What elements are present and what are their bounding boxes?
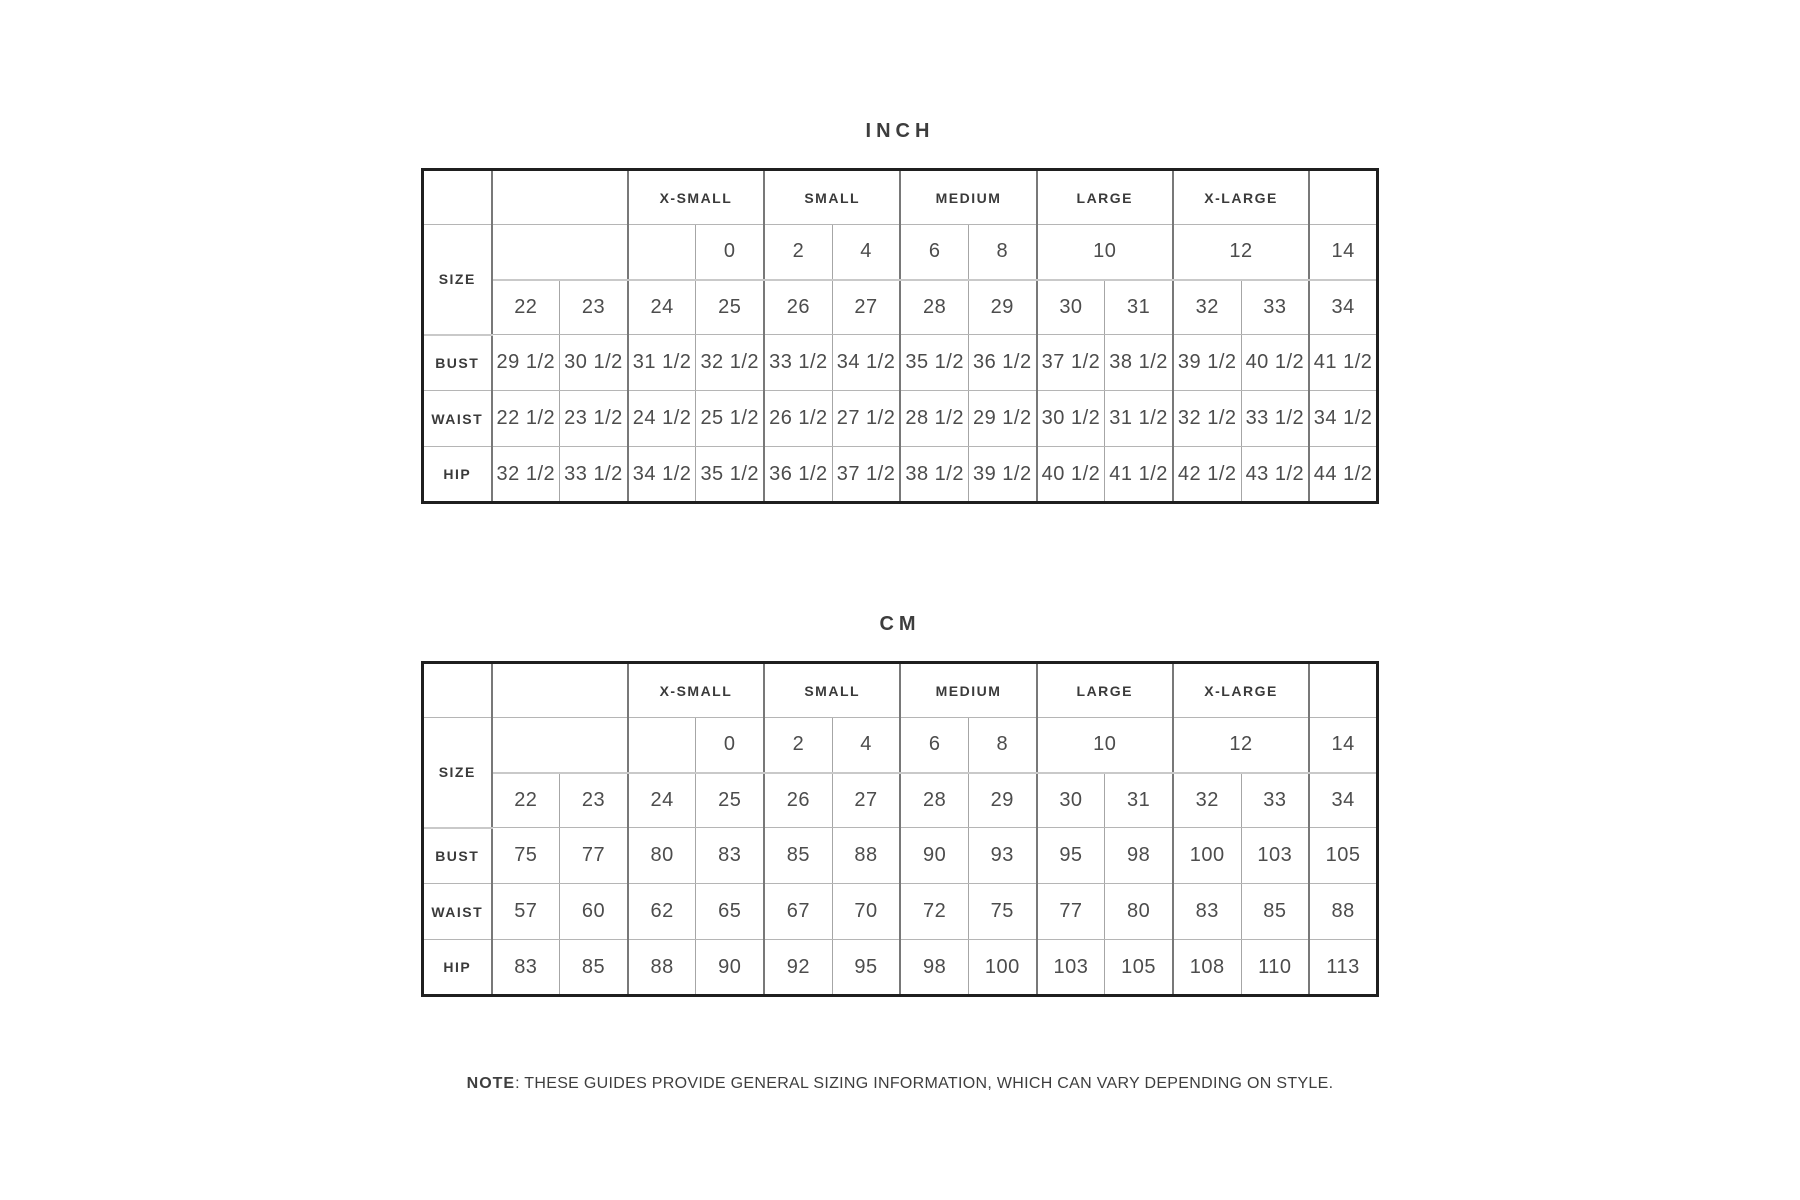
size-cell: 25: [696, 280, 764, 335]
measurement-value-cell: 103: [1037, 940, 1105, 996]
size-cell: 27: [832, 773, 900, 828]
measurement-value-cell: 100: [1173, 828, 1241, 884]
empty-cell: [492, 718, 628, 773]
numeric-size-cell: 6: [900, 225, 968, 280]
measurement-value-cell: 34 1/2: [832, 335, 900, 391]
numeric-size-cell: 0: [696, 225, 764, 280]
inch-table-title: INCH: [865, 120, 935, 142]
empty-cell: [1309, 663, 1377, 718]
numeric-size-cell: 10: [1037, 718, 1173, 773]
measurement-value-cell: 34 1/2: [1309, 391, 1377, 447]
measurement-value-cell: 24 1/2: [628, 391, 696, 447]
empty-cell: [423, 663, 492, 718]
size-cell: 29: [968, 773, 1036, 828]
measurement-value-cell: 28 1/2: [900, 391, 968, 447]
measurement-value-cell: 38 1/2: [900, 447, 968, 503]
size-cell: 25: [696, 773, 764, 828]
size-cell: 22: [492, 773, 560, 828]
category-cell: MEDIUM: [900, 663, 1036, 718]
measurement-value-cell: 85: [560, 940, 628, 996]
measurement-value-cell: 27 1/2: [832, 391, 900, 447]
measurement-value-cell: 34 1/2: [628, 447, 696, 503]
measurement-value-cell: 93: [968, 828, 1036, 884]
measurement-value-cell: 36 1/2: [968, 335, 1036, 391]
measurement-value-cell: 95: [832, 940, 900, 996]
measurement-value-cell: 60: [560, 884, 628, 940]
measurement-value-cell: 88: [628, 940, 696, 996]
empty-cell: [492, 663, 628, 718]
size-label-cell: SIZE: [423, 718, 492, 828]
category-cell: SMALL: [764, 663, 900, 718]
size-cell: 24: [628, 773, 696, 828]
size-cell: 26: [764, 280, 832, 335]
empty-cell: [492, 170, 628, 225]
measurement-value-cell: 35 1/2: [900, 335, 968, 391]
measurement-value-cell: 57: [492, 884, 560, 940]
measurement-value-cell: 77: [1037, 884, 1105, 940]
size-cell: 31: [1105, 773, 1173, 828]
measurement-value-cell: 100: [968, 940, 1036, 996]
measurement-label-cell: HIP: [423, 447, 492, 503]
measurement-value-cell: 32 1/2: [1173, 391, 1241, 447]
numeric-size-cell: 8: [968, 225, 1036, 280]
measurement-value-cell: 40 1/2: [1037, 447, 1105, 503]
size-label-cell: SIZE: [423, 225, 492, 335]
measurement-value-cell: 37 1/2: [832, 447, 900, 503]
inch-section: [0, 0, 1800, 504]
size-cell: 23: [560, 773, 628, 828]
numeric-size-cell: 12: [1173, 718, 1309, 773]
size-cell: 34: [1309, 280, 1377, 335]
size-cell: 33: [1241, 280, 1309, 335]
measurement-value-cell: 40 1/2: [1241, 335, 1309, 391]
category-cell: LARGE: [1037, 663, 1173, 718]
measurement-label-cell: WAIST: [423, 884, 492, 940]
measurement-value-cell: 88: [1309, 884, 1377, 940]
measurement-label-cell: BUST: [423, 335, 492, 391]
measurement-value-cell: 85: [764, 828, 832, 884]
measurement-value-cell: 39 1/2: [968, 447, 1036, 503]
inch-size-table: [421, 168, 1379, 504]
measurement-label-cell: BUST: [423, 828, 492, 884]
measurement-value-cell: 23 1/2: [560, 391, 628, 447]
category-cell: X-LARGE: [1173, 663, 1309, 718]
cm-table-title: CM: [879, 613, 921, 635]
size-cell: 29: [968, 280, 1036, 335]
size-cell: 34: [1309, 773, 1377, 828]
measurement-value-cell: 39 1/2: [1173, 335, 1241, 391]
category-cell: X-LARGE: [1173, 170, 1309, 225]
measurement-value-cell: 80: [1105, 884, 1173, 940]
measurement-value-cell: 36 1/2: [764, 447, 832, 503]
measurement-value-cell: 105: [1105, 940, 1173, 996]
measurement-value-cell: 92: [764, 940, 832, 996]
cm-size-table: [421, 661, 1379, 997]
measurement-value-cell: 41 1/2: [1105, 447, 1173, 503]
numeric-size-cell: 4: [832, 718, 900, 773]
numeric-size-cell: 2: [764, 718, 832, 773]
measurement-value-cell: 110: [1241, 940, 1309, 996]
empty-cell: [1309, 170, 1377, 225]
numeric-size-cell: 0: [696, 718, 764, 773]
empty-cell: [492, 225, 628, 280]
size-cell: 33: [1241, 773, 1309, 828]
numeric-size-cell: 4: [832, 225, 900, 280]
size-cell: 22: [492, 280, 560, 335]
measurement-value-cell: 88: [832, 828, 900, 884]
size-cell: 23: [560, 280, 628, 335]
measurement-value-cell: 108: [1173, 940, 1241, 996]
measurement-value-cell: 33 1/2: [560, 447, 628, 503]
measurement-value-cell: 43 1/2: [1241, 447, 1309, 503]
measurement-value-cell: 98: [1105, 828, 1173, 884]
measurement-value-cell: 29 1/2: [968, 391, 1036, 447]
measurement-value-cell: 37 1/2: [1037, 335, 1105, 391]
size-cell: 28: [900, 280, 968, 335]
empty-cell: [628, 225, 696, 280]
numeric-size-cell: 14: [1309, 718, 1377, 773]
measurement-value-cell: 32 1/2: [696, 335, 764, 391]
measurement-value-cell: 41 1/2: [1309, 335, 1377, 391]
measurement-value-cell: 30 1/2: [560, 335, 628, 391]
measurement-value-cell: 90: [900, 828, 968, 884]
measurement-value-cell: 70: [832, 884, 900, 940]
measurement-value-cell: 75: [968, 884, 1036, 940]
measurement-value-cell: 31 1/2: [628, 335, 696, 391]
note-text: [0, 1074, 1800, 1094]
category-cell: MEDIUM: [900, 170, 1036, 225]
measurement-value-cell: 30 1/2: [1037, 391, 1105, 447]
measurement-value-cell: 80: [628, 828, 696, 884]
measurement-label-cell: WAIST: [423, 391, 492, 447]
category-cell: X-SMALL: [628, 663, 764, 718]
size-cell: 24: [628, 280, 696, 335]
measurement-value-cell: 62: [628, 884, 696, 940]
numeric-size-cell: 12: [1173, 225, 1309, 280]
measurement-value-cell: 95: [1037, 828, 1105, 884]
measurement-value-cell: 83: [696, 828, 764, 884]
numeric-size-cell: 2: [764, 225, 832, 280]
size-cell: 27: [832, 280, 900, 335]
measurement-value-cell: 85: [1241, 884, 1309, 940]
size-cell: 32: [1173, 280, 1241, 335]
measurement-value-cell: 75: [492, 828, 560, 884]
measurement-value-cell: 83: [492, 940, 560, 996]
measurement-label-cell: HIP: [423, 940, 492, 996]
numeric-size-cell: 10: [1037, 225, 1173, 280]
measurement-value-cell: 65: [696, 884, 764, 940]
measurement-value-cell: 31 1/2: [1105, 391, 1173, 447]
category-cell: LARGE: [1037, 170, 1173, 225]
measurement-value-cell: 90: [696, 940, 764, 996]
measurement-value-cell: 33 1/2: [764, 335, 832, 391]
measurement-value-cell: 103: [1241, 828, 1309, 884]
size-cell: 30: [1037, 773, 1105, 828]
measurement-value-cell: 38 1/2: [1105, 335, 1173, 391]
empty-cell: [423, 170, 492, 225]
category-cell: X-SMALL: [628, 170, 764, 225]
empty-cell: [628, 718, 696, 773]
size-cell: 28: [900, 773, 968, 828]
measurement-value-cell: 83: [1173, 884, 1241, 940]
cm-section: [0, 504, 1800, 997]
numeric-size-cell: 14: [1309, 225, 1377, 280]
measurement-value-cell: 98: [900, 940, 968, 996]
size-cell: 32: [1173, 773, 1241, 828]
size-cell: 26: [764, 773, 832, 828]
measurement-value-cell: 113: [1309, 940, 1377, 996]
measurement-value-cell: 29 1/2: [492, 335, 560, 391]
measurement-value-cell: 33 1/2: [1241, 391, 1309, 447]
numeric-size-cell: 6: [900, 718, 968, 773]
size-cell: 31: [1105, 280, 1173, 335]
measurement-value-cell: 105: [1309, 828, 1377, 884]
measurement-value-cell: 32 1/2: [492, 447, 560, 503]
measurement-value-cell: 77: [560, 828, 628, 884]
measurement-value-cell: 72: [900, 884, 968, 940]
note-label: NOTE: [466, 1075, 516, 1092]
category-cell: SMALL: [764, 170, 900, 225]
measurement-value-cell: 42 1/2: [1173, 447, 1241, 503]
numeric-size-cell: 8: [968, 718, 1036, 773]
measurement-value-cell: 25 1/2: [696, 391, 764, 447]
measurement-value-cell: 26 1/2: [764, 391, 832, 447]
measurement-value-cell: 67: [764, 884, 832, 940]
measurement-value-cell: 35 1/2: [696, 447, 764, 503]
measurement-value-cell: 44 1/2: [1309, 447, 1377, 503]
size-cell: 30: [1037, 280, 1105, 335]
measurement-value-cell: 22 1/2: [492, 391, 560, 447]
note-body: : THESE GUIDES PROVIDE GENERAL SIZING INFORMATION, WHICH CAN VARY DEPENDING ON STYLE.: [515, 1075, 1334, 1092]
